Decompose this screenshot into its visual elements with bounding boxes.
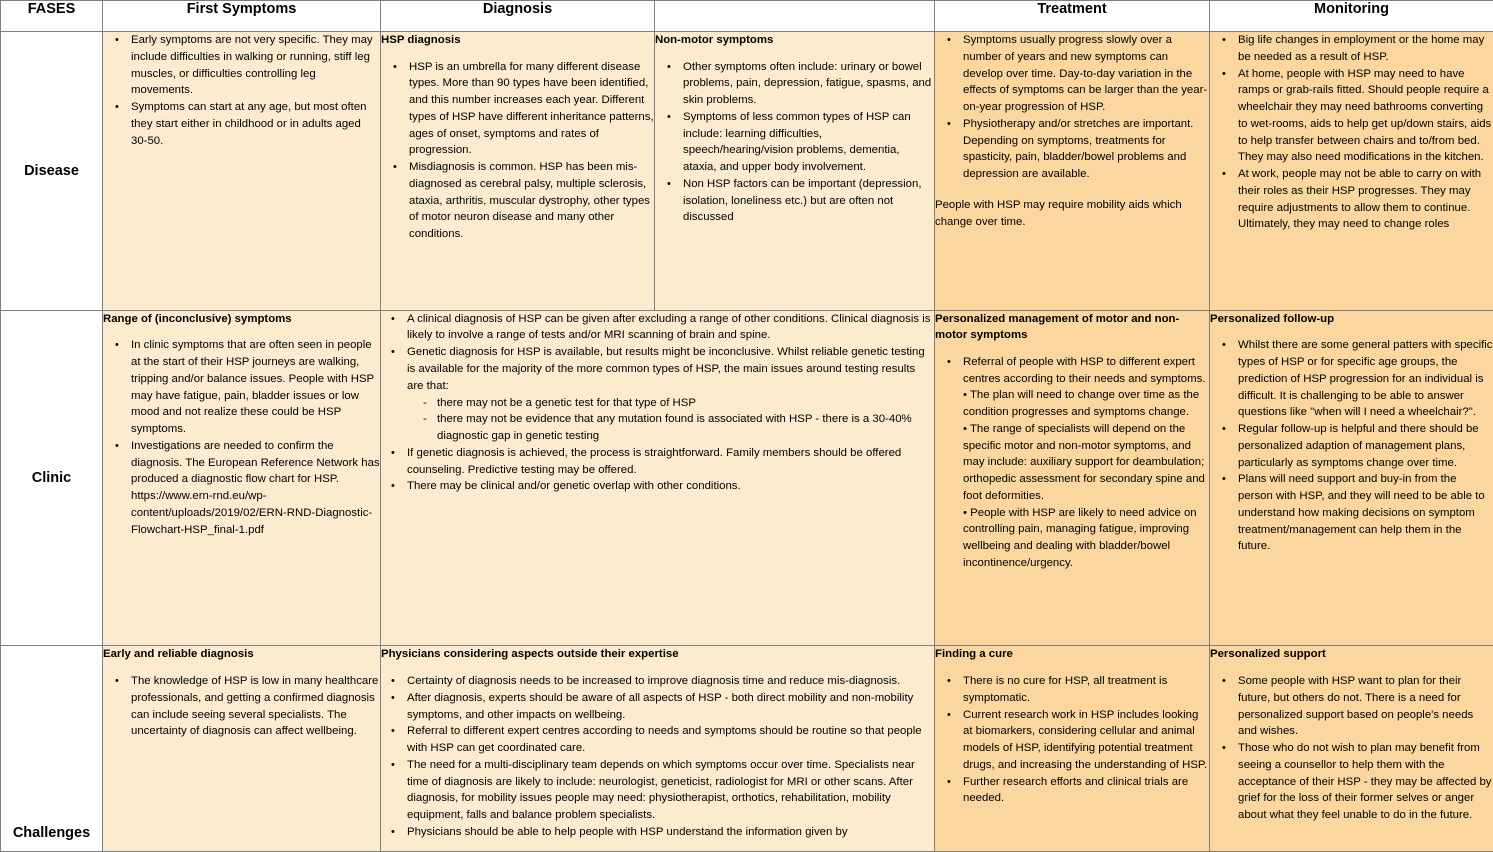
list-item: • Regular follow-up is helpful and there should be personalized adaption of management plans, particularly as symptoms change over time. <box>1238 421 1493 471</box>
list-item: • Further research efforts and clinical trials are needed. <box>963 774 1209 808</box>
header-first-symptoms: First Symptoms <box>103 1 381 32</box>
row-label-challenges <box>1 646 103 852</box>
list-item: • There may be clinical and/or genetic overlap with other conditions. <box>407 478 934 495</box>
list-item: • Symptoms of less common types of HSP can include: learning difficulties, speech/hearing/vision problems, dementia, ataxia, and upper body involvement. <box>683 109 934 176</box>
inline-bullet-text: • The range of specialists will depend on the specific motor and non-motor symptoms, and may include: auxiliary support for deambulation; orthopedic assessment for secondary spine and foot deformities. <box>963 422 1205 502</box>
list-item: • Some people with HSP want to plan for their future, but others do not. There is a need for personalized support based on people's needs and wishes. <box>1238 673 1493 740</box>
bullet-list <box>381 673 934 841</box>
header-monitoring: Monitoring <box>1210 1 1493 32</box>
cell-challenges-monitoring <box>1210 646 1493 852</box>
bullet-list <box>103 673 380 740</box>
bullet-list <box>103 337 380 538</box>
bullet-list <box>655 59 934 227</box>
cell-heading: Non-motor symptoms <box>655 34 774 47</box>
cell-heading: Personalized management of motor and non-motor symptoms <box>935 312 1180 342</box>
list-item: • In clinic symptoms that are often seen in people at the start of their HSP journeys are walking, tripping and/or balance issues. People with HSP may have fatigue, pain, bladder issues or low mood and not realize these could be HSP symptoms. <box>131 337 380 438</box>
list-item: • Current research work in HSP includes looking at biomarkers, considering cellular and animal models of HSP, identifying potential treatment drugs, and increasing the understanding of HSP. <box>963 707 1209 774</box>
cell-heading: Personalized follow-up <box>1210 312 1335 325</box>
cell-heading: Early and reliable diagnosis <box>103 648 254 661</box>
bullet-list <box>935 354 1209 572</box>
table-row-challenges <box>1 646 1493 852</box>
list-item: • Physiotherapy and/or stretches are important. Depending on symptoms, treatments for spasticity, pain, bladder/bowel problems and depression are available. <box>963 116 1209 183</box>
bullet-list <box>935 673 1209 807</box>
bullet-list <box>1210 337 1493 555</box>
row-label-disease-text: Disease <box>24 162 79 179</box>
table-row-clinic <box>1 310 1493 646</box>
cell-challenges-treatment <box>935 646 1210 852</box>
cell-clinic-diagnosis <box>381 310 935 646</box>
row-label-clinic <box>1 310 103 646</box>
cell-disease-first-symptoms <box>103 32 381 311</box>
list-item: • Early symptoms are not very specific. They may include difficulties in walking or running, stiff leg muscles, or difficulties controlling leg movements. <box>131 32 380 99</box>
cell-heading: HSP diagnosis <box>381 34 461 47</box>
inline-bullet-text: • People with HSP are likely to need advice on controlling pain, managing fatigue, improving wellbeing and dealing with bladder/bowel incontinence/urgency. <box>963 506 1197 569</box>
list-item <box>963 354 1209 572</box>
list-item: • At home, people with HSP may need to have ramps or grab-rails fitted. Should people require a wheelchair they may need bathrooms converting to wet-rooms, aids to help get up/down stairs, aids to help transfer between chairs and to/from bed. They may also need modifications in the kitchen. <box>1238 66 1493 167</box>
bullet-list <box>1210 673 1493 824</box>
list-item: • Investigations are needed to confirm the diagnosis. The European Reference Network has produced a diagnostic flow chart for HSP. https://www.ern-rnd.eu/wp-content/uploads/2019/02/ERN-RND-Diagnostic-Flowchart-HSP_final-1.pdf <box>131 438 380 539</box>
list-item: • Big life changes in employment or the home may be needed as a result of HSP. <box>1238 32 1493 66</box>
list-item: • Those who do not wish to plan may benefit from seeing a counsellor to help them with the acceptance of their HSP - they may be affected by grief for the loss of their former selves or anger about what they feel unable to do in the future. <box>1238 740 1493 824</box>
list-item: • The knowledge of HSP is low in many healthcare professionals, and getting a confirmed diagnosis can include seeing several specialists. The uncertainty of diagnosis can affect wellbeing. <box>131 673 380 740</box>
cell-disease-monitoring <box>1210 32 1493 311</box>
list-item <box>407 344 934 445</box>
sub-list-item: - there may not be evidence that any mutation found is associated with HSP - there is a 30-40% diagnostic gap in genetic testing <box>437 411 934 445</box>
cell-disease-diagnosis-b <box>655 32 935 311</box>
list-item: • Plans will need support and buy-in from the person with HSP, and they will need to be able to understand how making decisions on symptom treatment/management can help them in the future. <box>1238 471 1493 555</box>
list-item: • At work, people may not be able to carry on with their roles as their HSP progresses. They may require adjustments to allow them to continue. Ultimately, they may need to change roles <box>1238 166 1493 233</box>
table-row-disease <box>1 32 1493 311</box>
cell-disease-diagnosis-a <box>381 32 655 311</box>
list-item: • Symptoms can start at any age, but most often they start either in childhood or in adults aged 30-50. <box>131 99 380 149</box>
bullet-list <box>381 311 934 495</box>
list-item: • If genetic diagnosis is achieved, the process is straightforward. Family members should be offered counseling. Predictive testing may be offered. <box>407 445 934 479</box>
cell-challenges-first-symptoms <box>103 646 381 852</box>
list-item: • Whilst there are some general patters with specific types of HSP or for specific age groups, the prediction of HSP progression for an individual is difficult. It is challenging to be able to answer questions like "when will I need a wheelchair?". <box>1238 337 1493 421</box>
header-diagnosis: Diagnosis <box>381 1 655 32</box>
list-item: • There is no cure for HSP, all treatment is symptomatic. <box>963 673 1209 707</box>
inline-bullet-text: • The plan will need to change over time as the condition progresses and symptoms change. <box>963 389 1200 419</box>
cell-footer-text: People with HSP may require mobility aids which change over time. <box>935 198 1182 228</box>
list-item: • Certainty of diagnosis needs to be increased to improve diagnosis time and reduce mis-diagnosis. <box>407 673 934 690</box>
cell-clinic-treatment <box>935 310 1210 646</box>
cell-disease-treatment <box>935 32 1210 311</box>
list-item: • HSP is an umbrella for many different disease types. More than 90 types have been identified, and this number increases each year. Different types of HSP have different inheritance patterns, ages of onset, symptoms and rates of progression. <box>409 59 654 160</box>
bullet-list <box>381 59 654 243</box>
cell-heading: Finding a cure <box>935 648 1013 661</box>
header-treatment: Treatment <box>935 1 1210 32</box>
cell-challenges-diagnosis <box>381 646 935 852</box>
bullet-list <box>1210 32 1493 233</box>
table-header-row <box>1 1 1493 32</box>
list-item-text: Genetic diagnosis for HSP is available, but results might be inconclusive. Whilst reliable genetic testing is available for the majority of the more common types of HSP, the main issues around testing results are that: <box>407 346 925 392</box>
row-label-challenges-text: Challenges <box>12 825 91 841</box>
cell-clinic-first-symptoms <box>103 310 381 646</box>
bullet-list <box>935 32 1209 183</box>
list-item: • After diagnosis, experts should be aware of all aspects of HSP - both direct mobility and non-mobility symptoms, and other impacts on wellbeing. <box>407 690 934 724</box>
row-label-clinic-text: Clinic <box>31 470 72 487</box>
list-item: • Symptoms usually progress slowly over a number of years and new symptoms can develop over time. Day-to-day variation in the effects of symptoms can be larger than the year-on-year progression of HSP. <box>963 32 1209 116</box>
cell-clinic-monitoring <box>1210 310 1493 646</box>
sub-list-item: - there may not be a genetic test for that type of HSP <box>437 395 934 412</box>
cell-heading: Physicians considering aspects outside their expertise <box>381 648 679 661</box>
list-item: • Other symptoms often include: urinary or bowel problems, pain, depression, fatigue, spasms, and skin problems. <box>683 59 934 109</box>
list-item: • Physicians should be able to help people with HSP understand the information given by <box>407 824 934 841</box>
bullet-list <box>103 32 380 149</box>
list-item: • Non HSP factors can be important (depression, isolation, loneliness etc.) but are often not discussed <box>683 176 934 226</box>
cell-heading: Personalized support <box>1210 648 1326 661</box>
list-item: • The need for a multi-disciplinary team depends on which symptoms occur over time. Specialists near time of diagnosis are likely to include: neurologist, geneticist, radiologist for MRI or other scans. After diagnosis, for mobility issues people may need: physiotherapist, orthotics, rehabilitation, mobility equipment, falls and balance problem specialists. <box>407 757 934 824</box>
row-label-disease <box>1 32 103 311</box>
list-item: • Misdiagnosis is common. HSP has been mis-diagnosed as cerebral palsy, multiple sclerosis, ataxia, arthritis, muscular dystrophy, other types of motor neuron disease and many other conditions. <box>409 159 654 243</box>
list-item: • A clinical diagnosis of HSP can be given after excluding a range of other conditions. Clinical diagnosis is likely to involve a range of tests and/or MRI scanning of brain and spine. <box>407 311 934 345</box>
list-item-text: Referral of people with HSP to different expert centres according to their needs and symptoms. <box>963 355 1206 385</box>
list-item: • Referral to different expert centres according to needs and symptoms should be routine so that people with HSP can get coordinated care. <box>407 723 934 757</box>
cell-heading: Range of (inconclusive) symptoms <box>103 312 292 325</box>
header-diagnosis-continued <box>655 1 935 32</box>
sub-bullet-list <box>407 395 934 445</box>
header-phases: FASES <box>1 1 103 32</box>
